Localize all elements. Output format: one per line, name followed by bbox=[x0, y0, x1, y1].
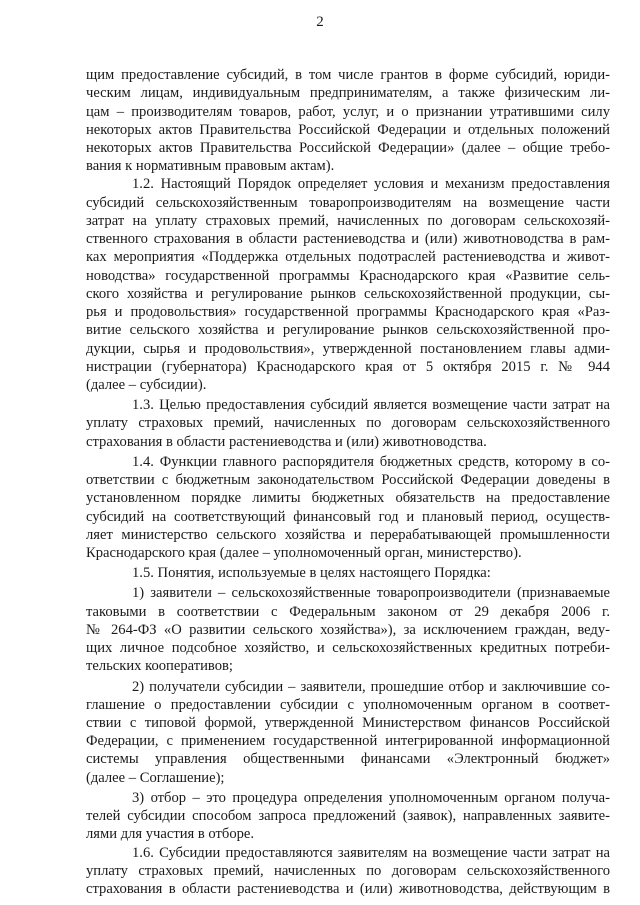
paragraph-first-line: 1.2. Настоящий Порядок определяет условия и механизм предоставления bbox=[132, 176, 610, 193]
text-line: Федерации, с применением государственной интегрированной информационной bbox=[86, 733, 610, 750]
text-line: (далее – Соглашение); bbox=[86, 769, 225, 786]
text-line: некоторых актов Правительства Российской Федерации» (далее – общие требо- bbox=[86, 140, 610, 156]
text-line: щим предоставление субсидий, в том числе грантов в форме субсидий, юриди- bbox=[86, 67, 610, 83]
text-line: ственного страхования в области растениеводства и (или) животноводства в рам- bbox=[86, 231, 610, 248]
text-line: субсидий на соответствующий финансовый год и плановый период, осуществ- bbox=[86, 508, 610, 525]
text-line: глашение о предоставлении субсидии с уполномоченным органом в соответ- bbox=[86, 696, 610, 713]
text-line: № 264-ФЗ «О развитии сельского хозяйства»), за исключением граждан, веду- bbox=[86, 621, 610, 638]
text-line: системы управления общественными финансами «Электронный бюджет» bbox=[86, 751, 610, 768]
paragraph-first-line: 1.5. Понятия, используемые в целях настоящего Порядка: bbox=[132, 565, 491, 582]
text-line: Краснодарского края (далее – уполномоченный орган, министерство). bbox=[86, 545, 522, 561]
text-line: уплату страховых премий, начисленных по договорам сельскохозяйственного bbox=[86, 415, 610, 432]
list-item-first-line: 2) получатели субсидии – заявители, прошедшие отбор и заключившие со- bbox=[132, 678, 610, 695]
text-line: ческим лицам, индивидуальным предпринимателям, а также физическим ли- bbox=[86, 85, 610, 102]
text-line: страхования в области растениеводства и (или) животноводства. bbox=[86, 433, 487, 450]
text-line: лями для участия в отборе. bbox=[86, 826, 255, 843]
text-line: витие сельского хозяйства и регулирование рынков сельскохозяйственной про- bbox=[86, 322, 610, 339]
text-line: щих личное подсобное хозяйство, и сельскохозяйственных кредитных потреби- bbox=[86, 640, 610, 657]
paragraph-first-line: 1.3. Целью предоставления субсидий является возмещение части затрат на bbox=[132, 397, 610, 414]
paragraph-first-line: 1.4. Функции главного распорядителя бюджетных средств, которому в со- bbox=[132, 453, 610, 470]
page-number: 2 bbox=[316, 14, 324, 30]
paragraph-first-line: 1.6. Субсидии предоставляются заявителям на возмещение части затрат на bbox=[132, 844, 610, 861]
text-line: затрат на уплату страховых премий, начисленных по договорам сельскохозяй- bbox=[86, 212, 610, 229]
text-line: ствии с типовой формой, утвержденной Министерством финансов Российской bbox=[86, 714, 610, 731]
text-line: телей субсидии способом запроса предложений (заявок), направленных заявите- bbox=[86, 808, 610, 824]
text-line: рья и продовольствия» государственной программы Краснодарского края «Раз- bbox=[86, 304, 610, 321]
text-line: (далее – субсидии). bbox=[86, 377, 207, 393]
text-line: уплату страховых премий, начисленных по договорам сельскохозяйственного bbox=[86, 862, 610, 879]
text-line: ского хозяйства и регулирование рынков сельскохозяйственной продукции, сы- bbox=[86, 285, 610, 302]
text-line: нистрации (губернатора) Краснодарского края от 5 октября 2015 г. № 944 bbox=[86, 358, 610, 375]
text-line: ответствии с бюджетным законодательством Российской Федерации доведены в bbox=[86, 472, 610, 489]
text-line: установленном порядке лимиты бюджетных обязательств на предоставление bbox=[86, 490, 610, 507]
text-line: таковыми в соответствии с Федеральным законом от 29 декабря 2006 г. bbox=[86, 603, 610, 620]
text-line: субсидий сельскохозяйственным товаропроизводителям на возмещение части bbox=[86, 194, 610, 211]
text-line: вания к нормативным правовым актам). bbox=[86, 158, 335, 175]
text-line: некоторых актов Правительства Российской Федерации и отдельных положений bbox=[86, 121, 610, 138]
text-line: ках мероприятия «Поддержка отдельных подотраслей растениеводства и живот- bbox=[86, 249, 610, 266]
text-line: цам – производителям товаров, работ, услуг, и о признании утратившими силу bbox=[86, 103, 610, 120]
text-line: дукции, сырья и продовольствия», утвержденной постановлением главы адми- bbox=[86, 340, 610, 357]
text-line: ляет министерство сельского хозяйства и перерабатывающей промышленности bbox=[86, 526, 610, 543]
text-line: тельских кооперативов; bbox=[86, 658, 233, 675]
list-item-first-line: 1) заявители – сельскохозяйственные товаропроизводители (признаваемые bbox=[132, 585, 610, 602]
text-line: новодства» государственной программы Краснодарского края «Развитие сель- bbox=[86, 267, 610, 284]
list-item-first-line: 3) отбор – это процедура определения уполномоченным органом получа- bbox=[132, 789, 610, 806]
text-line: страхования в области растениеводства и (или) животноводства, действующим в bbox=[86, 881, 610, 897]
